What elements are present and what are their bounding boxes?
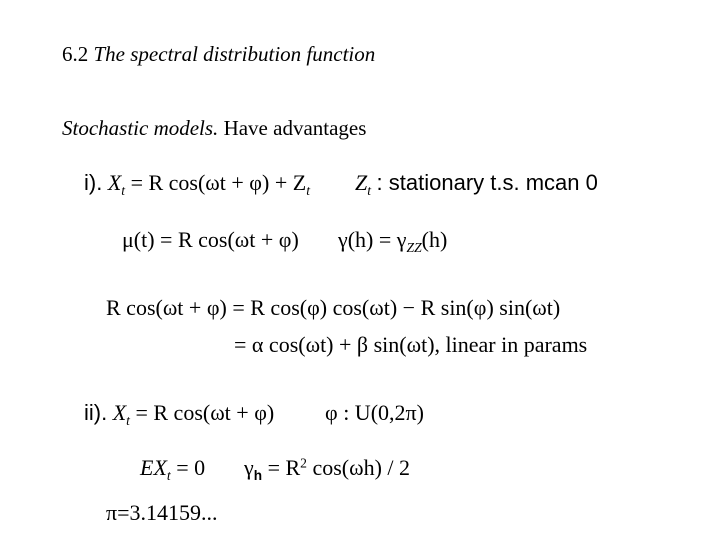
eq5-ex: EX — [140, 455, 167, 480]
eq1-zvar: Z — [355, 170, 368, 195]
subtitle-italic: Stochastic models. — [62, 116, 219, 140]
equation-expansion-line2 — [234, 332, 587, 358]
eq5-gamma-mid: = R — [267, 455, 301, 480]
eq1-x-sub: t — [121, 182, 126, 198]
equation-ii — [84, 400, 274, 429]
equation-i-z — [355, 170, 598, 199]
slide-subtitle — [62, 116, 366, 141]
eq1-mid: = R cos(ωt + φ) + Z — [130, 170, 307, 195]
eq2-gamma-sub: ZZ — [406, 239, 422, 255]
eq5-ex-sub: t — [166, 467, 171, 483]
eq3-line2: = α cos(ωt) + β sin(ωt), linear in params — [234, 332, 588, 357]
eq1-z-sub: t — [306, 182, 310, 198]
eq1-zvar-sub: t — [367, 182, 372, 198]
slide-title — [62, 42, 375, 67]
eq1-label: i). — [84, 170, 103, 195]
pi-footnote: π=3.14159... — [106, 500, 218, 525]
eq4-label: ii). — [84, 400, 108, 425]
eq5-gamma: γ — [244, 455, 254, 480]
equation-i — [84, 170, 310, 199]
section-number: 6.2 — [62, 42, 89, 66]
equation-gamma — [338, 227, 447, 256]
equation-ii-phi — [325, 400, 424, 426]
eq2-gamma-arg: (h) — [421, 227, 448, 252]
eq2-gamma: γ(h) = γ — [338, 227, 407, 252]
equation-expansion-line1 — [106, 295, 560, 321]
eq1-z-desc: : stationary t.s. mcan 0 — [376, 170, 598, 195]
eq5-gamma-sup: 2 — [300, 455, 307, 471]
equation-mu — [122, 227, 299, 253]
subtitle-rest: Have advantages — [223, 116, 367, 140]
eq4-phi: φ : U(0,2π) — [325, 400, 424, 425]
eq5-gamma-sub: h — [253, 467, 263, 483]
eq1-x: X — [107, 170, 122, 195]
eq3-line1: R cos(ωt + φ) = R cos(φ) cos(ωt) − R sin(φ) sin(ωt) — [106, 295, 561, 320]
equation-autocov — [244, 455, 410, 483]
section-title: The spectral distribution function — [93, 42, 376, 66]
eq4-x-sub: t — [126, 412, 130, 428]
eq2-mu: μ(t) = R cos(ωt + φ) — [122, 227, 299, 252]
equation-expectation — [140, 455, 205, 484]
eq5-ex-rest: = 0 — [176, 455, 206, 480]
eq5-gamma-rest: cos(ωh) / 2 — [312, 455, 411, 480]
eq4-rest: = R cos(ωt + φ) — [135, 400, 275, 425]
eq4-x: X — [112, 400, 127, 425]
